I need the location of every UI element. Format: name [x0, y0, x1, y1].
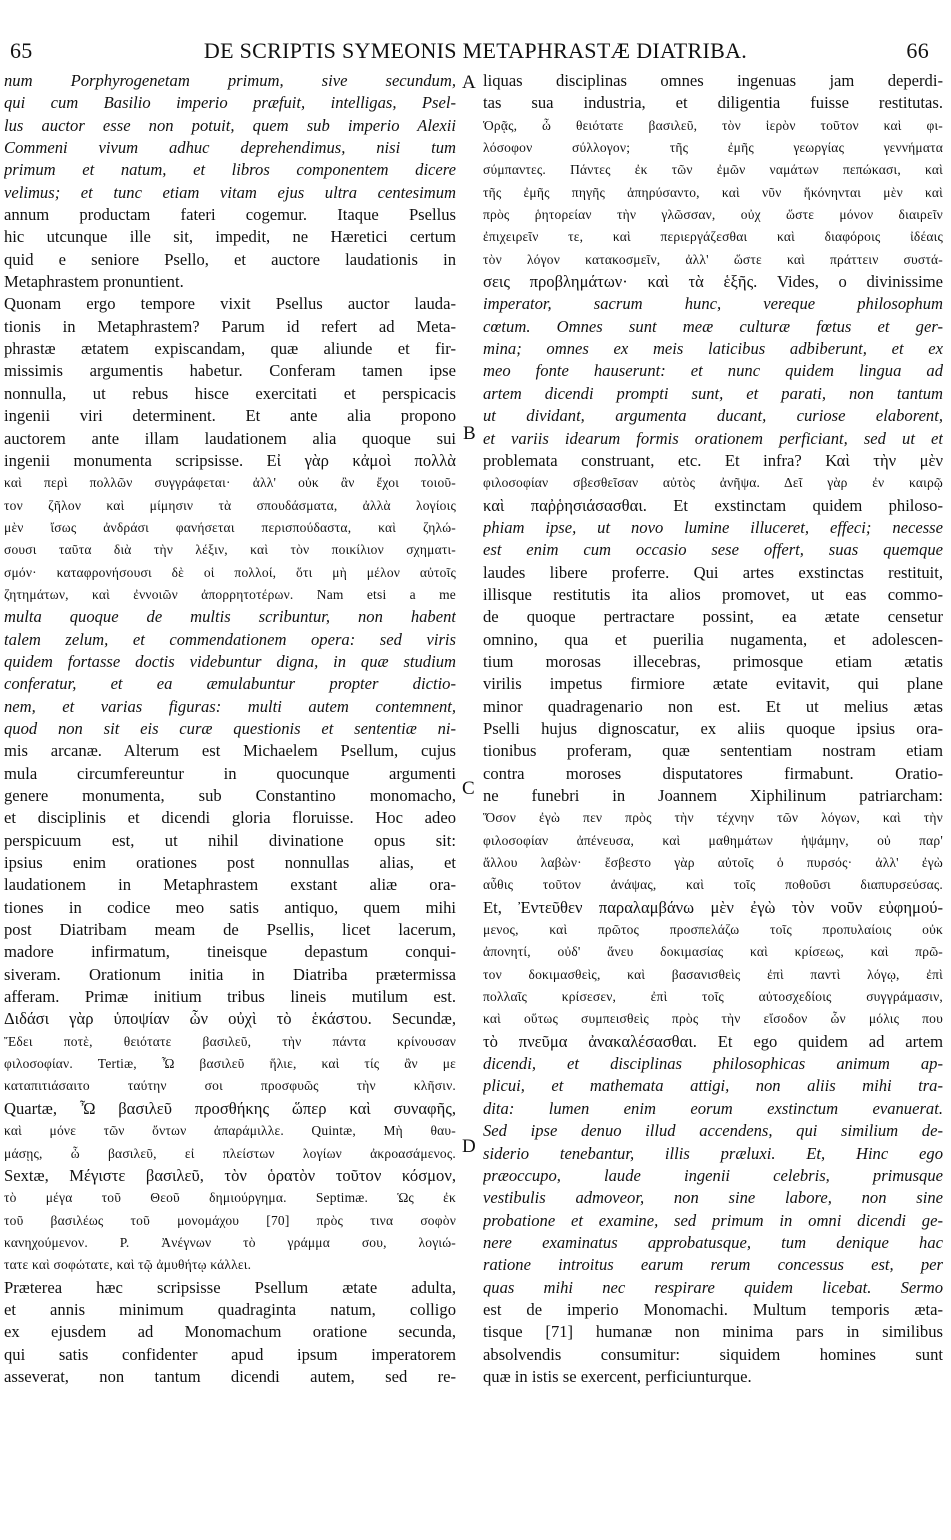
text-line: annum productam fateri cogemur. Itaque Psellus	[4, 205, 456, 225]
text-line: ingenii viri determinent. Et ante alia propono	[4, 406, 456, 426]
text-line: πρὸς ῥητορείαν τὴν γλῶσσαν, οὐχ ὥστε μόνον διαιρεῖν	[483, 207, 943, 223]
text-line: ingenii monumenta scripsisse. Εἰ γὰρ κἀμοὶ πολλὰ	[4, 450, 456, 470]
text-line: σεις προβλημάτων· καὶ τὰ ἑξῆς. Vides, o divinissime	[483, 272, 943, 292]
text-line: absolvendis consumitur: siquidem homines sunt	[483, 1344, 943, 1364]
text-line: nem, et varias figuras: multi autem contemnent,	[4, 696, 456, 716]
text-line: est enim cum occasio sese offert, suas quemque	[483, 540, 943, 560]
text-line: μὲν ἴσως ἀνδράσι φανήσεται περισπούδαστα, καὶ ζηλώ-	[4, 519, 456, 535]
text-line: πολλαῖς κρίσεσεν, ἐπὶ τοῖς αὐτοσχεδίοις συγγράμασιν,	[483, 989, 943, 1005]
text-line: tas sua industria, et diligentia fuisse restitutas.	[483, 93, 943, 113]
text-line: καὶ περὶ πολλῶν συγγράφεται· ἀλλ' οὐκ ἂν ἔχοι τοιοῦ-	[4, 475, 456, 491]
page-number-right: 66	[906, 38, 929, 63]
text-line: artem dicendi prompti sunt, et parati, non tantum	[483, 383, 943, 403]
text-line: μάσῃς, ὦ βασιλεῦ, εἰ πλείστων λογίων ἀκροασάμενος.	[4, 1145, 456, 1161]
text-line: τον ζῆλον καὶ μίμησιν τὰ σπουδάσματα, ἀλλὰ λογίοις	[4, 497, 456, 513]
text-line: Metaphrastem pronuntient.	[4, 272, 184, 292]
text-line: velimus; et tunc etiam vitam ejus ultra centesimum	[4, 182, 456, 202]
text-line: laudes libere proferre. Qui artes exstinctas restituit,	[483, 562, 943, 582]
text-line: de quoque pertractare possint, ea ætate censetur	[483, 607, 943, 627]
text-line: tisque [71] humanæ non minima pars in similibus	[483, 1322, 943, 1342]
text-line: Præterea hæc scripsisse Psellum ætate adulta,	[4, 1277, 456, 1297]
text-line: siderio tenebantur, illis præluxi. Et, Hinc ego	[483, 1143, 943, 1163]
text-line: τὸν λόγον κατακοσμεῖν, ἀλλ' ὥστε καὶ πράττειν συστά-	[483, 251, 943, 267]
text-line: quod non sit eis curæ questionis et sententiæ ni-	[4, 718, 456, 738]
text-line: τατε καὶ σοφώτατε, καὶ τῷ ἀμυθήτῳ κάλλει.	[4, 1257, 252, 1273]
right-column	[483, 70, 943, 1510]
text-line: minor quadragenario non est. Et ut melius ætas	[483, 696, 943, 716]
text-line: mina; omnes ex meis laticibus adbiberunt, et ex	[483, 339, 943, 359]
text-line: Ἔδει ποτὲ, θειότατε βασιλεῦ, τὴν πάντα κρίνουσαν	[4, 1033, 456, 1049]
text-line: quæ in istis se exercent, perficiunturque.	[483, 1366, 752, 1386]
text-line: tionis in Metaphrastem? Parum id refert ad Meta-	[4, 316, 456, 336]
text-line: præoccupo, laude ingenii celebris, primusque	[483, 1165, 943, 1185]
text-line: quid e seniore Psello, et auctore laudationis in	[4, 249, 456, 269]
text-line: μενος, καὶ πρῶτος προσπελάζω τοῖς προπυλαίοις οὐκ	[483, 922, 943, 938]
text-line: κανηχούμενον. P. Ἀνέγνων τὸ γράμμα σου, λογιώ-	[4, 1234, 456, 1250]
text-line: quidem fortasse doctis videbuntur digna, in quæ studium	[4, 651, 456, 671]
text-line: Ὁρᾷς, ὦ θειότατε βασιλεῦ, τὸν ἱερὸν τοῦτον καὶ φι-	[483, 117, 943, 133]
section-marker-c: C	[462, 778, 475, 799]
text-line: afferam. Primæ initium tribus lineis mutilum est.	[4, 987, 456, 1007]
page-header	[0, 0, 951, 63]
text-line: τοῦ βασιλέως τοῦ μονομάχου [70] πρὸς τινα σοφὸν	[4, 1212, 456, 1228]
text-line: lus auctor esse non potuit, quem sub imperio Alexii	[4, 115, 456, 135]
text-line: qui cum Basilio imperio præfuit, intelligas, Psel-	[4, 93, 456, 113]
text-line: tionibus proferam, quæ sententiam nostram etiam	[483, 741, 943, 761]
text-line: qui satis confidenter apud ipsum imperatorem	[4, 1344, 456, 1364]
text-line: probatione et examine, sed primum in omni dicendi ge-	[483, 1210, 943, 1230]
text-line: quas mihi nec respirare quidem licebat. Sermo	[483, 1277, 943, 1297]
text-line: mis arcanæ. Alterum est Michaelem Psellum, cujus	[4, 741, 456, 761]
text-line: tium morosas illecebras, primosque etiam ætatis	[483, 651, 943, 671]
text-line: problemata construant, etc. Et infra? Καὶ τὴν μὲν	[483, 450, 943, 470]
text-line: cœtum. Omnes sunt meæ culturæ fœtus et ger-	[483, 316, 943, 336]
text-line: contra moroses disputatores firmabunt. Oratio-	[483, 763, 943, 783]
text-line: τον δοκιμασθεὶς, καὶ βασανισθεὶς ἐπὶ παντὶ λόγῳ, ἐπὶ	[483, 966, 943, 982]
text-line: φιλοσοφίαν σβεσθεῖσαν αὐτὸς ἀνῆψα. Δεῖ γὰρ ἐν καιρῷ	[483, 475, 943, 491]
text-line: virilis impetus firmiore ætate evitavit, qui plane	[483, 674, 943, 694]
text-line: est de imperio Monomachi. Multum temporis æta-	[483, 1299, 943, 1319]
text-line: ἐπιχειρεῖν τε, καὶ περιεργάζεσθαι καὶ διαφόροις ἰδέαις	[483, 229, 943, 245]
text-line: Et, Ἐντεῦθεν παραλαμβάνω μὲν ἐγὼ τὸν νοῦν εὐφημού-	[483, 897, 943, 917]
text-line: post Diatribam meam de Psellis, licet lacerum,	[4, 920, 456, 940]
text-line: imperator, sacrum hunc, vereque philosophum	[483, 294, 943, 314]
text-line: asseverat, non tantum dicendi autem, sed re-	[4, 1366, 456, 1386]
text-line: φιλοσοφίαν ἀπένευσα, καὶ μαθημάτων ἡψάμην, οὐ παρ'	[483, 832, 943, 848]
text-line: ut dividant, argumenta ducant, curiose elaborent,	[483, 406, 943, 426]
text-line: τὸ πνεῦμα ἀνακαλέσασθαι. Et ego quidem ad artem	[483, 1031, 943, 1051]
text-line: σύμπαντες. Πάντες ἐκ τῶν ἐμῶν ναμάτων πεπώκασι, καὶ	[483, 162, 943, 178]
text-line: phiam ipse, ut novo lumine illuceret, effeci; necesse	[483, 517, 943, 537]
text-line: τῆς ἐμῆς πηγῆς ἀπηρύσαντο, καὶ νῦν ἥκόνηνται μὲν καὶ	[483, 184, 943, 200]
left-column	[4, 70, 456, 1510]
text-line: et annis minimum quadraginta natum, colligo	[4, 1299, 456, 1319]
text-line: λόσοφον σύλλογον; τῆς ἐμῆς γεωργίας γεννήματα	[483, 140, 943, 156]
text-line: καὶ μόνε τῶν ὄντων ἀπαράμιλλε. Quintæ, Μὴ θαυ-	[4, 1123, 456, 1139]
text-line: ratione introitus earum rerum concessus est, per	[483, 1255, 943, 1275]
text-line: nonnulla, ut rebus hisce exercitati et perspicacis	[4, 383, 456, 403]
text-line: primum et natum, et libros componentem dicere	[4, 160, 456, 180]
text-line: hic utcunque ille sit, impedit, ne Hæretici certum	[4, 227, 456, 247]
text-line: et disciplinis et dicendi gloria floruisse. Hoc adeo	[4, 808, 456, 828]
text-line: liquas disciplinas omnes ingenuas jam deperdi-	[483, 71, 943, 90]
text-line: Sextæ, Μέγιστε βασιλεῦ, τὸν ὁρατὸν τοῦτον κόσμον,	[4, 1165, 456, 1185]
text-line: καὶ οὕτως συμπεισθεὶς πρὸς τὴν εἴσοδον ὧν μόλις που	[483, 1011, 943, 1027]
text-line: dita: lumen enim eorum exstinctum evanuerat.	[483, 1098, 943, 1118]
text-line: vestibulis admoveor, non sine labore, non sine	[483, 1188, 943, 1208]
text-line: σουσι ταῦτα διὰ τὴν λέξιν, καὶ τὸν ποικίλιον σχηματι-	[4, 542, 456, 558]
text-line: καὶ παῤῥησιάσασθαι. Et exstinctam quidem philoso-	[483, 495, 943, 515]
text-line: conferatur, et ea æmulabuntur propter dictio-	[4, 674, 456, 694]
text-line: ipsius enim orationes post nonnullas alias, et	[4, 853, 456, 873]
text-line: et variis idearum formis orationem perficiant, sed ut et	[483, 428, 943, 448]
text-line: ne funebri in Joannem Xiphilinum patriarcham:	[483, 786, 943, 805]
text-line: Ὅσον ἐγὼ πεν πρὸς τὴν τέχνην τῶν λόγων, καὶ τὴν	[483, 810, 943, 826]
text-line: laudationem in Metaphrastem exstant aliæ ora-	[4, 875, 456, 895]
text-line: ζητημάτων, καὶ ἐννοιῶν ἀπορρητοτέρων. Nam etsi a me	[4, 586, 456, 602]
text-line: φιλοσοφίαν. Tertiæ, Ὦ βασιλεῦ ἥλιε, καὶ τίς ἂν με	[4, 1056, 456, 1072]
text-line: Διδάσι γὰρ ὑποψίαν ὧν οὐχὶ τὸ ἑκάστου. Secundæ,	[4, 1009, 456, 1029]
text-line: omnino, qua et puerilia nugamenta, et adolescen-	[483, 629, 943, 649]
text-line: καταπιτιάσαιτο ταύτην σοι προσφυῶς τὴν κλῆσιν.	[4, 1078, 456, 1094]
text-line: ἄλλου λαβὼν· ἔσβεστο γὰρ αὐτοῖς ὁ πυρσός· ἀλλ' ἐγὼ	[483, 855, 943, 871]
text-line: Commeni vivum adhuc deprehendimus, nisi tum	[4, 138, 456, 158]
text-line: Sed ipse denuo illud accendens, qui similium de-	[483, 1121, 943, 1141]
text-line: αὖθις τοῦτον ἀνάψας, καὶ τοῖς ποθοῦσι διαπυρσεύσας.	[483, 877, 943, 893]
text-line: genere monumenta, sub Constantino monomacho,	[4, 786, 456, 805]
text-line: meo fonte hauserunt: et nunc quidem lingua ad	[483, 361, 943, 381]
text-line: Pselli hujus dignoscatur, ex aliis quoque ipsius ora-	[483, 718, 943, 738]
section-marker-d: D	[462, 1136, 476, 1157]
page-number-left: 65	[10, 38, 33, 63]
text-line: nere examinatus approbatusque, tum denique hac	[483, 1232, 943, 1252]
text-line: multa quoque de multis scribuntur, non habent	[4, 607, 456, 627]
text-line: num Porphyrogenetam primum, sive secundum,	[4, 71, 456, 90]
text-line: ex ejusdem ad Monomachum oratione secunda,	[4, 1322, 456, 1342]
text-line: plicui, et mathemata attigi, non aliis mihi tra-	[483, 1076, 943, 1096]
running-title: DE SCRIPTIS SYMEONIS METAPHRASTÆ DIATRIBA.	[203, 38, 748, 63]
text-line: phrastæ ætatem expiscandam, quæ aliunde et fir-	[4, 339, 456, 359]
text-line: perspicuum est, ut nihil divinatione opus sit:	[4, 830, 456, 850]
text-line: talem zelum, et commendationem opera: sed viris	[4, 629, 456, 649]
text-line: Quartæ, Ὦ βασιλεῦ προσθήκης ὥπερ καὶ συναφῆς,	[4, 1098, 456, 1118]
text-line: τὸ μέγα τοῦ Θεοῦ δημιούργημα. Septimæ. Ὡς ἐκ	[4, 1190, 456, 1206]
section-marker-b: B	[463, 423, 476, 444]
text-line: missimis argumentis habetur. Conferam tamen ipse	[4, 361, 456, 381]
text-line: dicendi, et disciplinas philosophicas animum ap-	[483, 1054, 943, 1074]
text-line: tiones in codice meo satis antiquo, quem mihi	[4, 897, 456, 917]
text-line: siveram. Orationum initia in Diatriba prætermissa	[4, 964, 456, 984]
text-line: auctorem ante illam laudationem alia quoque sui	[4, 428, 456, 448]
text-line: illisque restitutis ita alios promovet, ut eas commo-	[483, 584, 943, 604]
text-line: madore infirmatum, tineisque depastum conqui-	[4, 942, 456, 962]
text-line: mula circumfereuntur in quocunque argumenti	[4, 763, 456, 783]
text-line: σμόν· καταφρονήσουσι δὲ οἱ πολλοί, ὅτι μὴ μέλον αὐτοῖς	[4, 564, 456, 580]
text-line: Quonam ergo tempore vixit Psellus auctor lauda-	[4, 294, 456, 314]
section-marker-a: A	[462, 72, 476, 93]
text-line: ἀπονητί, οὐδ' ἄνευ δοκιμασίας καὶ κρίσεως, καὶ πρῶ-	[483, 944, 943, 960]
